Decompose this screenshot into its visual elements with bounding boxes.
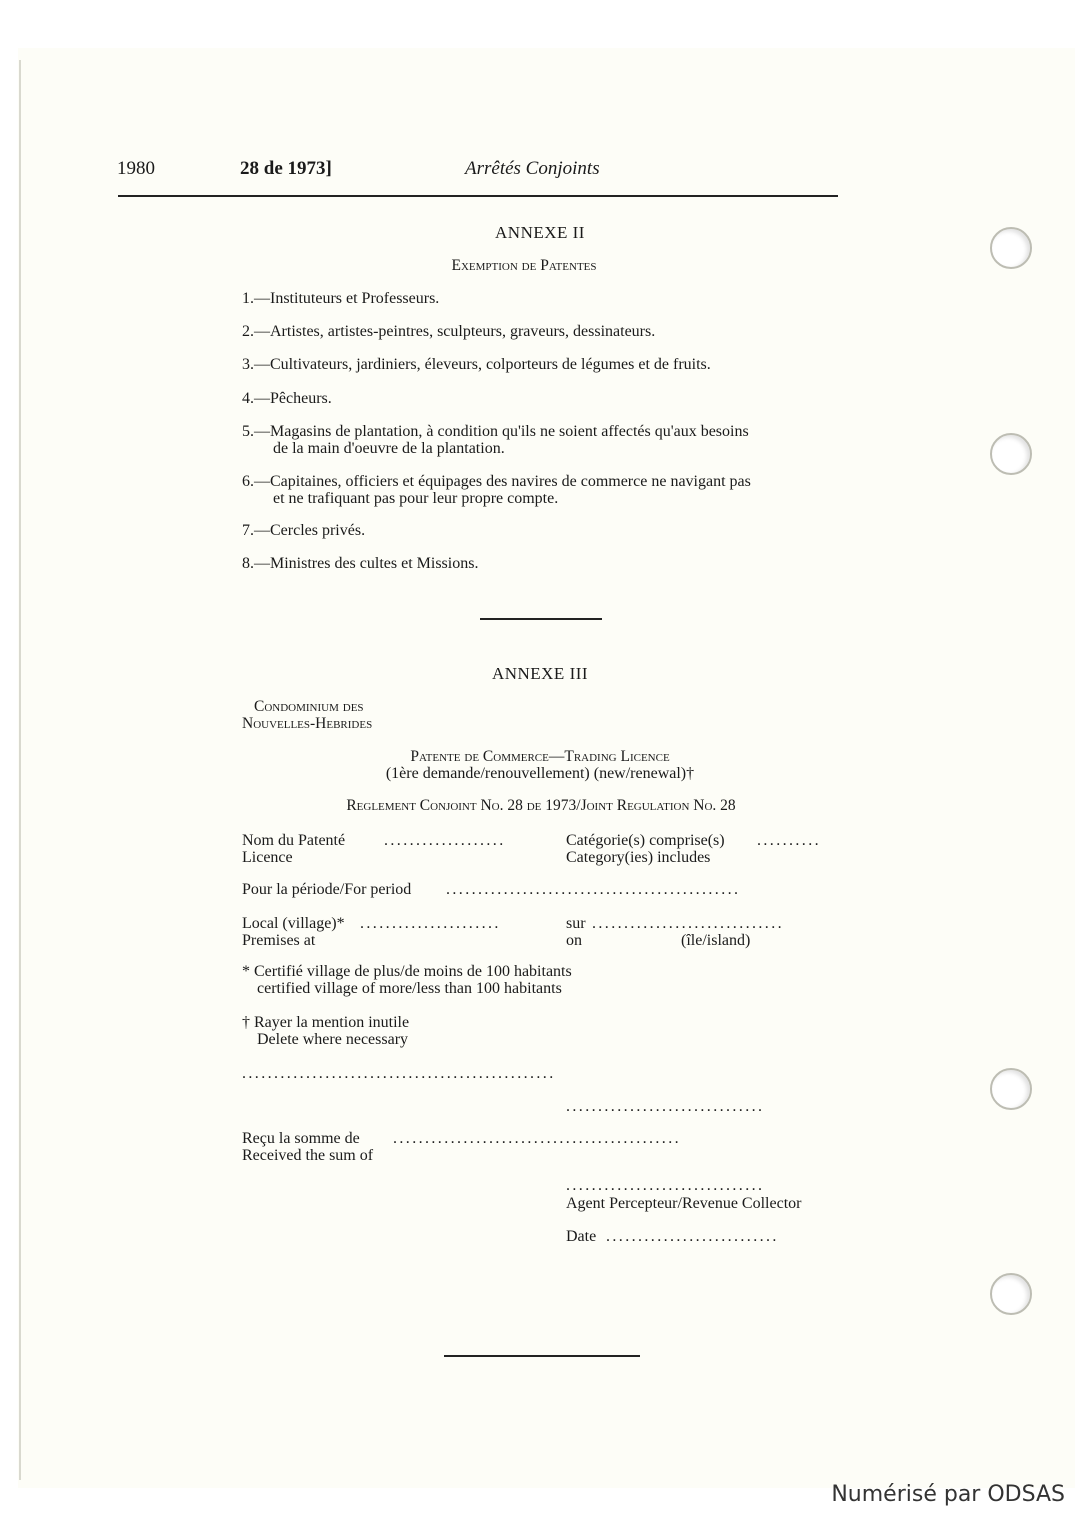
periode-field[interactable]: ..............................................	[446, 881, 741, 898]
org-line-1: Condominium des	[254, 698, 364, 715]
periode-label: Pour la période/For period	[242, 881, 412, 898]
exemption-item: 6.—Capitaines, officiers et équipages des navires de commerce ne navigant pas et ne trafiquant pas pour leur propre compte.	[242, 473, 751, 507]
recu-label-fr: Reçu la somme de	[242, 1130, 360, 1147]
annexe-ii-subtitle: Exemption de Patentes	[451, 257, 597, 274]
annexe-ii-title: ANNEXE II	[495, 223, 585, 242]
binder-hole	[990, 1068, 1032, 1110]
nom-label-fr: Nom du Patenté	[242, 832, 346, 849]
note-certified-en: certified village of more/less than 100 habitants	[257, 980, 562, 997]
exemption-item: 8.—Ministres des cultes et Missions.	[242, 555, 479, 572]
binder-hole	[990, 433, 1032, 475]
island-label: (île/island)	[681, 932, 751, 949]
binder-hole	[990, 1273, 1032, 1315]
exemption-item: 7.—Cercles privés.	[242, 522, 366, 539]
org-line-2: Nouvelles-Hebrides	[242, 715, 373, 732]
nom-label-en: Licence	[242, 849, 293, 866]
island-field[interactable]: ..............................	[592, 915, 784, 932]
categorie-label-fr: Catégorie(s) comprise(s)	[566, 832, 725, 849]
sur-label: sur	[566, 915, 586, 932]
licence-title: Patente de Commerce—Trading Licence	[410, 748, 670, 765]
exemption-item: 1.—Instituteurs et Professeurs.	[242, 290, 440, 307]
regulation-reference: 28 de 1973]	[240, 158, 332, 179]
categorie-field[interactable]: ..........	[757, 832, 821, 849]
sum-field[interactable]: .............................................	[393, 1130, 681, 1147]
exemption-item: 3.—Cultivateurs, jardiniers, éleveurs, colporteurs de légumes et de fruits.	[242, 356, 711, 373]
local-label-fr: Local (village)*	[242, 915, 345, 932]
exemption-item: 2.—Artistes, artistes-peintres, sculpteurs, graveurs, dessinateurs.	[242, 323, 656, 340]
exemption-item: 4.—Pêcheurs.	[242, 390, 332, 407]
section-divider	[480, 618, 602, 620]
nom-field[interactable]: ...................	[384, 832, 506, 849]
regulation-line: Reglement Conjoint No. 28 de 1973/Joint Regulation No. 28	[346, 797, 736, 814]
local-field[interactable]: ......................	[360, 915, 501, 932]
licence-subtitle: (1ère demande/renouvellement) (new/renewal)†	[385, 765, 695, 782]
note-delete-en: Delete where necessary	[257, 1031, 409, 1048]
on-label: on	[566, 932, 582, 949]
page-number: 1980	[117, 158, 155, 179]
signature-line-left[interactable]: .................................................	[242, 1065, 556, 1082]
recu-label-en: Received the sum of	[242, 1147, 374, 1164]
categorie-label-en: Category(ies) includes	[566, 849, 711, 866]
note-certified-fr: * Certifié village de plus/de moins de 100 habitants	[242, 963, 572, 980]
exemption-item: 5.—Magasins de plantation, à condition qu'ils ne soient affectés qu'aux besoins de la main d'oeuvre de la plantation.	[242, 423, 749, 457]
annexe-iii-title: ANNEXE III	[491, 664, 589, 683]
digitization-watermark: Numérisé par ODSAS	[831, 1482, 1065, 1507]
running-title: Arrêtés Conjoints	[465, 158, 600, 179]
signature-line-right[interactable]: ...............................	[566, 1098, 765, 1115]
date-field[interactable]: ...........................	[606, 1228, 779, 1245]
note-delete-fr: † Rayer la mention inutile	[242, 1014, 410, 1031]
date-label: Date	[566, 1228, 597, 1245]
agent-label: Agent Percepteur/Revenue Collector	[566, 1195, 802, 1212]
end-divider	[444, 1355, 640, 1357]
header-rule	[118, 195, 838, 197]
local-label-en: Premises at	[242, 932, 316, 949]
agent-signature-line[interactable]: ...............................	[566, 1177, 765, 1194]
